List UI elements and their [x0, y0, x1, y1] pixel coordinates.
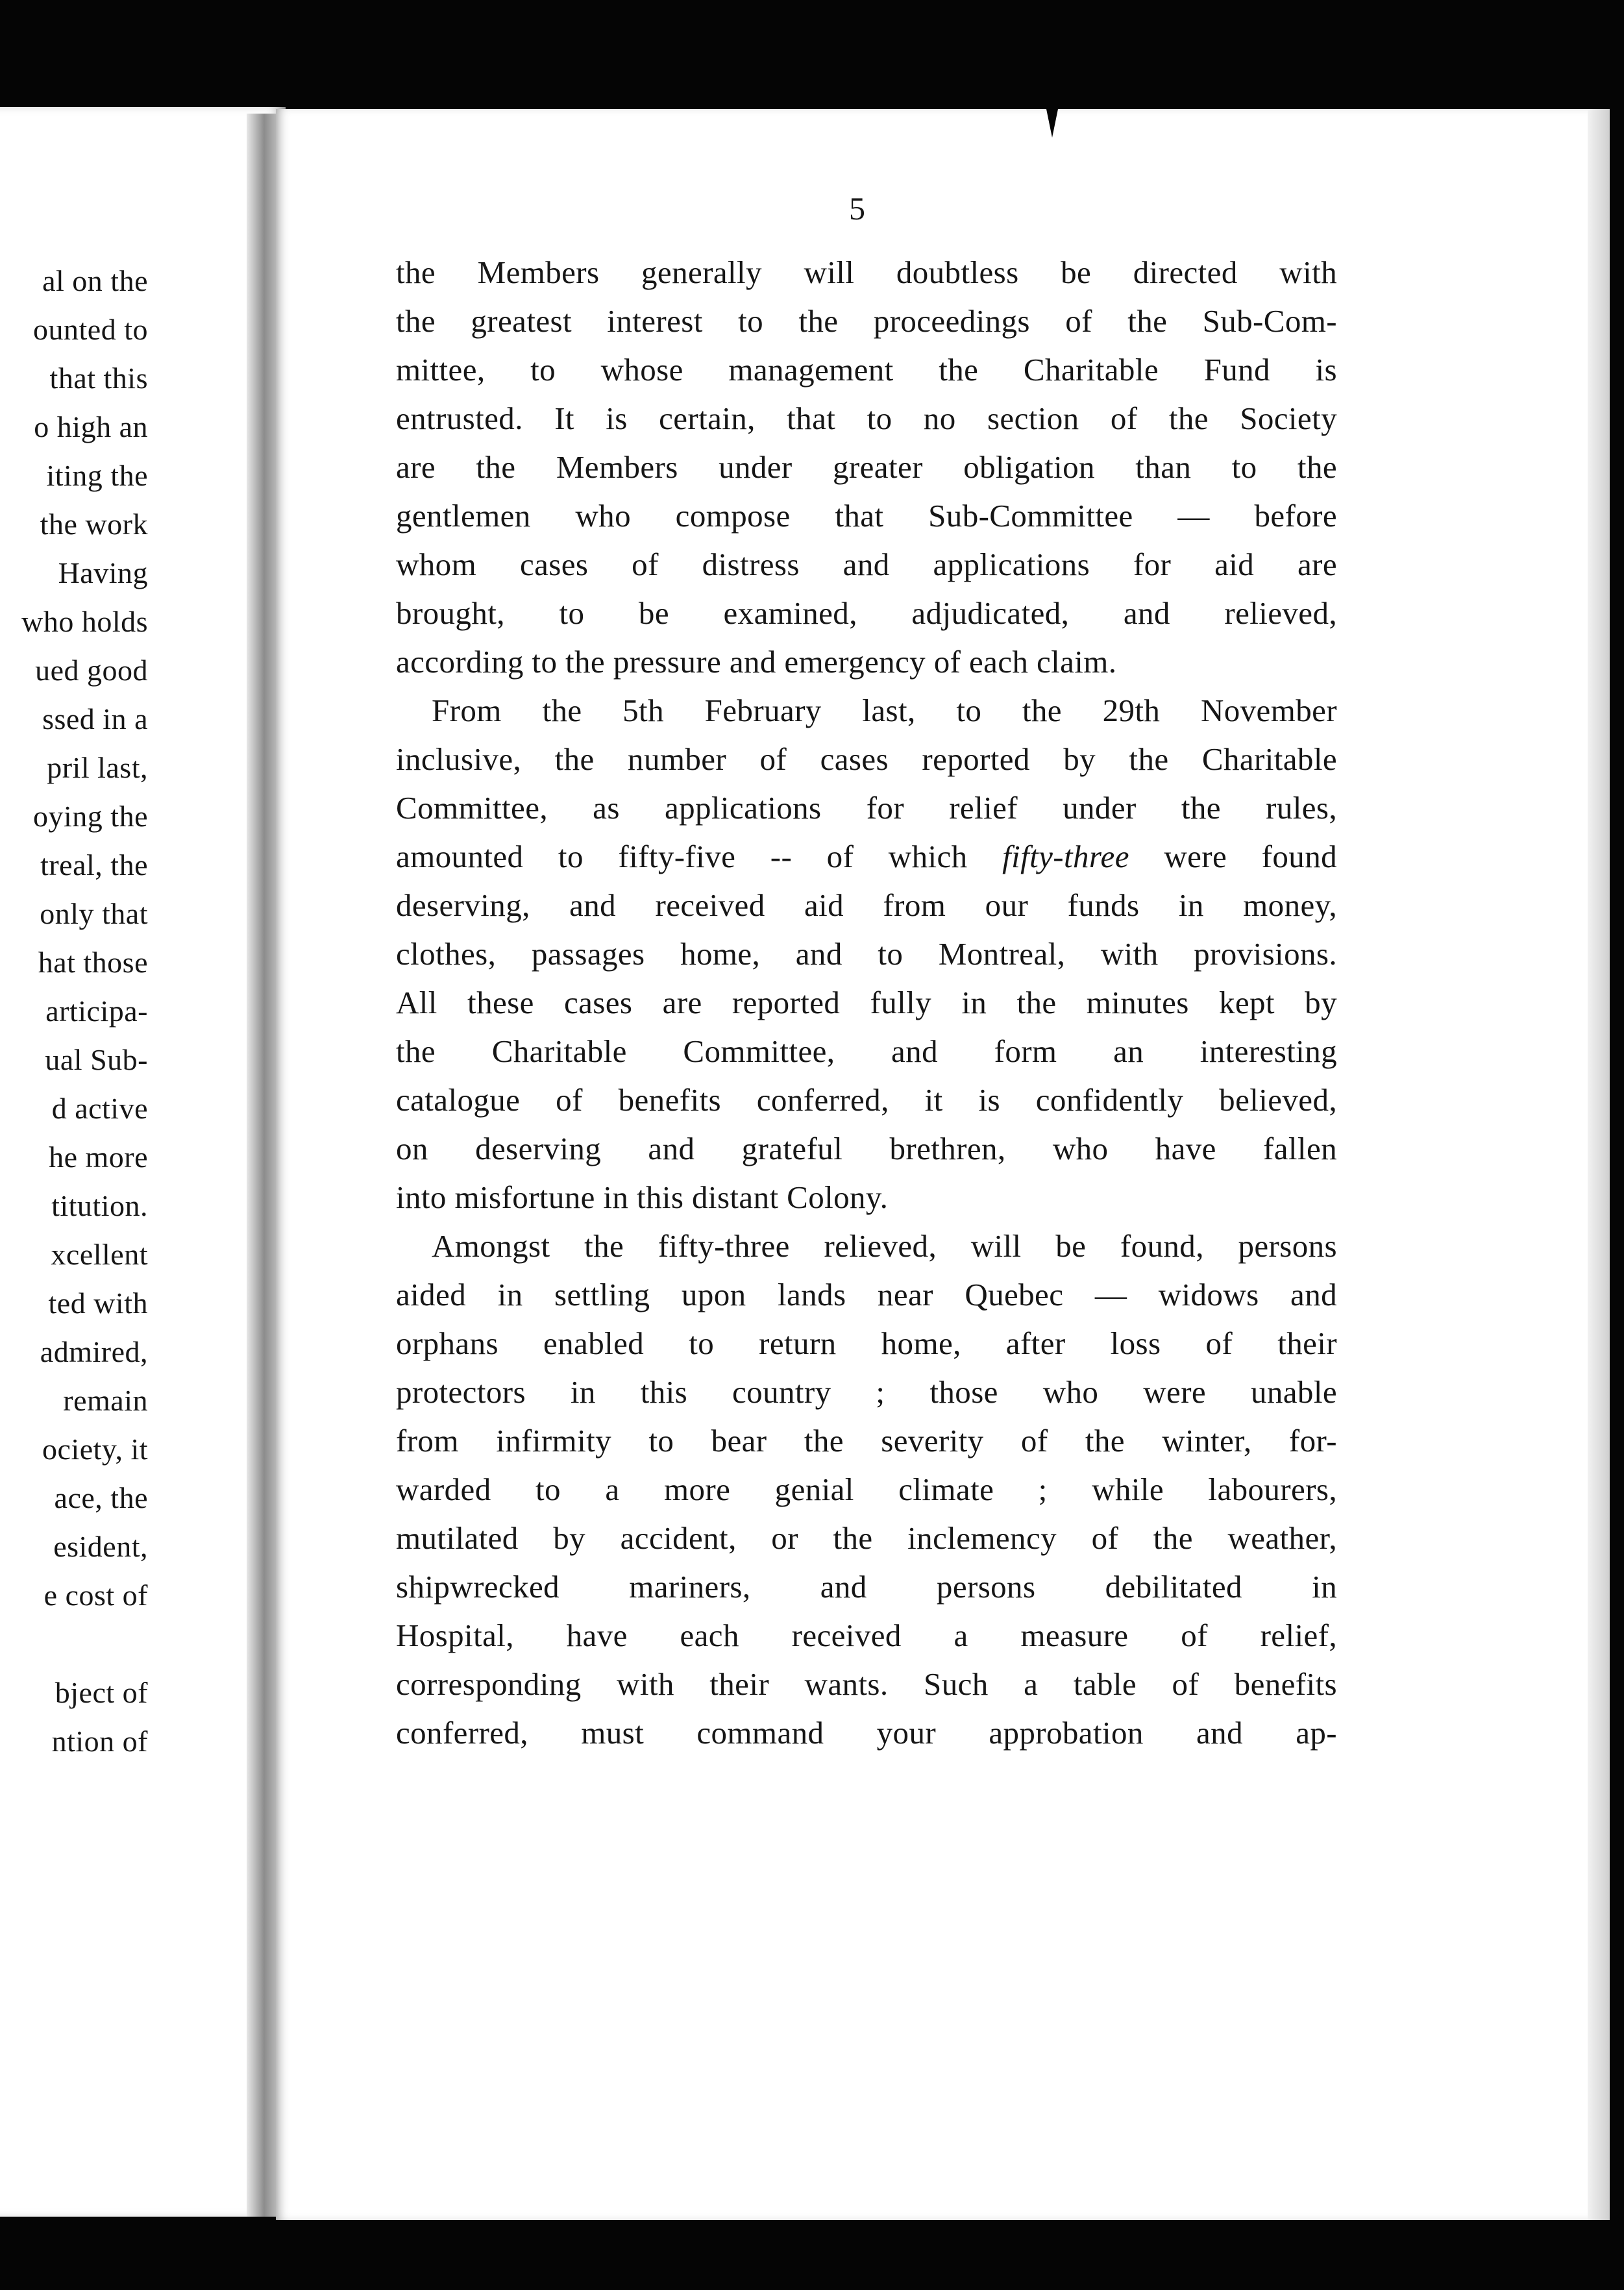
italic-phrase: fifty-three	[1002, 839, 1129, 874]
left-page-line: articipa-	[45, 994, 148, 1028]
right-page	[276, 109, 1610, 2220]
text-line: deserving, and received aid from our funds in money,	[396, 887, 1337, 923]
text-line: catalogue of benefits conferred, it is confidently believed,	[396, 1082, 1337, 1118]
text-line: All these cases are reported fully in the minutes kept by	[396, 985, 1337, 1020]
left-page-line: hat those	[38, 946, 148, 979]
left-page-line: ounted to	[33, 313, 148, 346]
text-line: inclusive, the number of cases reported by the Charitable	[396, 741, 1337, 777]
left-page-line: iting the	[46, 459, 148, 492]
text-line: the Members generally will doubtless be directed with	[396, 254, 1337, 290]
text-line: orphans enabled to return home, after loss of their	[396, 1325, 1337, 1361]
left-page-line: ssed in a	[42, 702, 148, 735]
text-segment: were found	[1129, 839, 1337, 874]
text-line: on deserving and grateful brethren, who have fallen	[396, 1131, 1337, 1166]
text-line: warded to a more genial climate ; while labourers,	[396, 1471, 1337, 1507]
text-line: entrusted. It is certain, that to no section of the Society	[396, 400, 1337, 436]
left-page-line: esident,	[53, 1530, 148, 1563]
text-line: clothes, passages home, and to Montreal, with provisions.	[396, 936, 1337, 972]
text-line: whom cases of distress and applications for aid are	[396, 547, 1337, 582]
left-page-line: ntion of	[51, 1725, 148, 1758]
paragraph-start-line: Amongst the fifty-three relieved, will be found, persons	[432, 1228, 1337, 1264]
text-line: shipwrecked mariners, and persons debilitated in	[396, 1569, 1337, 1605]
text-line-with-italic	[396, 837, 1337, 876]
left-page-line: oying the	[33, 800, 148, 833]
left-page-line: bject of	[55, 1676, 148, 1709]
text-line: are the Members under greater obligation than to the	[396, 449, 1337, 485]
text-line: conferred, must command your approbation and ap-	[396, 1715, 1337, 1751]
text-line: protectors in this country ; those who were unable	[396, 1374, 1337, 1410]
left-page-line: xcellent	[51, 1238, 148, 1271]
left-page-line: treal, the	[40, 848, 148, 881]
left-page-line: the work	[40, 508, 148, 541]
left-page-line: pril last,	[47, 751, 148, 784]
left-page-line: ted with	[48, 1287, 148, 1320]
left-page-line: d active	[51, 1092, 148, 1125]
left-page-line: ace, the	[54, 1481, 148, 1514]
text-line: from infirmity to bear the severity of the winter, for-	[396, 1423, 1337, 1459]
text-line: mittee, to whose management the Charitable Fund is	[396, 352, 1337, 388]
text-line: according to the pressure and emergency of each claim.	[396, 644, 1117, 680]
text-line: Hospital, have each received a measure of relief,	[396, 1618, 1337, 1653]
left-page	[0, 107, 286, 2217]
text-line: Committee, as applications for relief under the rules,	[396, 790, 1337, 826]
left-page-line: al on the	[42, 264, 148, 297]
left-page-line: titution.	[51, 1189, 148, 1222]
text-line: corresponding with their wants. Such a table of benefits	[396, 1666, 1337, 1702]
left-page-line: admired,	[40, 1335, 148, 1368]
left-page-line: e cost of	[43, 1579, 148, 1612]
text-line: the Charitable Committee, and form an interesting	[396, 1033, 1337, 1069]
text-segment: amounted to fifty-five -- of which	[396, 839, 1003, 874]
text-line: the greatest interest to the proceedings of the Sub-Com-	[396, 303, 1337, 339]
page-number: 5	[849, 190, 865, 227]
text-line: into misfortune in this distant Colony.	[396, 1179, 889, 1215]
left-page-line: remain	[63, 1384, 148, 1417]
left-page-line: o high an	[34, 410, 148, 443]
paragraph-start-line: From the 5th February last, to the 29th November	[432, 693, 1337, 728]
left-page-line: that this	[49, 362, 148, 395]
text-line: mutilated by accident, or the inclemency of the weather,	[396, 1520, 1337, 1556]
left-page-line: he more	[49, 1140, 148, 1174]
left-page-line: ual Sub-	[45, 1043, 148, 1076]
left-page-line: ued good	[35, 654, 148, 687]
text-line: aided in settling upon lands near Quebec — widows and	[396, 1277, 1337, 1312]
left-page-line: Having	[58, 556, 148, 589]
text-line: gentlemen who compose that Sub-Committee — before	[396, 498, 1337, 534]
left-page-line: ociety, it	[42, 1433, 148, 1466]
left-page-line: only that	[40, 897, 148, 930]
text-line: brought, to be examined, adjudicated, and relieved,	[396, 595, 1337, 631]
left-page-line: who holds	[21, 605, 148, 638]
